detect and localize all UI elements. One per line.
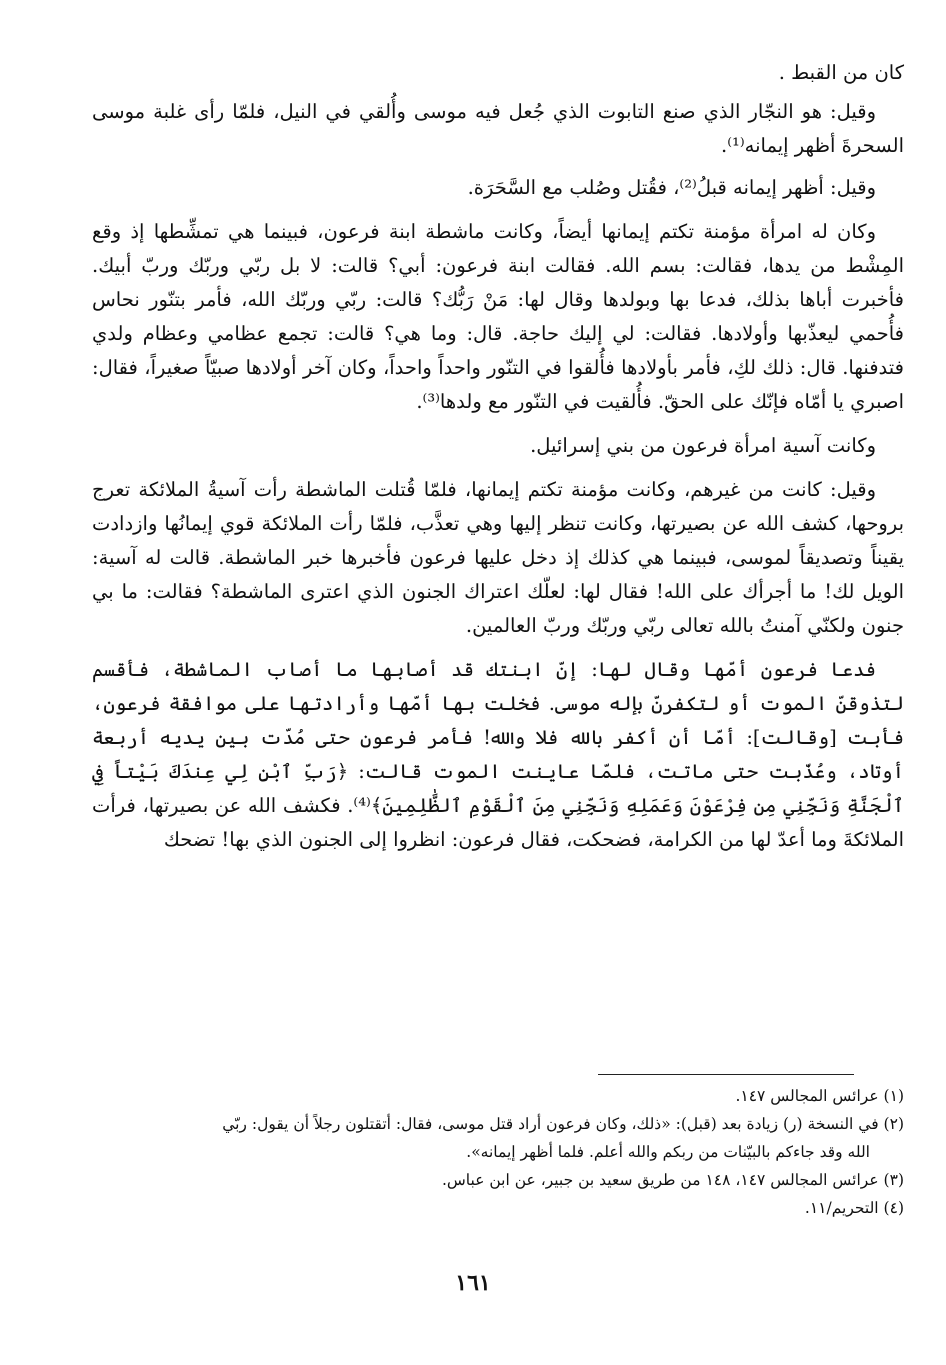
footnote-3 (92, 1166, 904, 1194)
footnote-marker: (١) (883, 1087, 904, 1105)
footnote-2 (92, 1110, 904, 1138)
footnote-text: عرائس المجالس ١٤٧، ١٤٨ من طريق سعيد بن جبير، عن ابن عباس. (441, 1171, 879, 1189)
footnote-text: عرائس المجالس ١٤٧. (735, 1087, 879, 1105)
paragraph-5: وكانت آسية امرأة فرعون من بني إسرائيل. (530, 434, 876, 457)
paragraph-3: وقيل: أظهر إيمانه قبلُ⁽²⁾، فقُتل وصُلب مع السَّحَرَة. (467, 176, 876, 199)
paragraph-4: وكان له امرأة مؤمنة تكتم إيمانها أيضاً، وكانت ماشطة ابنة فرعون، فبينما هي تمشِّطها إذ وقع المِشْط من يدها، فقالت: بسم الله. فقالت ابنة فرعون: أبي؟ قالت: لا بل ربّي وربّك وربّ أبيك. فأخبرت أباها بذلك، فدعا بها وبولدها وقال لها: مَنْ رَبُّك؟ قالت: ربّي وربّك الله، فأمر بتنّور نحاس فأُحمي ليعذّبها وأولادها. فقالت: لي إليك حاجة. قال: وما هي؟ قالت: تجمع عظامي وعظام ولدي فتدفنها. قال: ذلك لكِ، فأمر بأولادها فأُلقوا في التنّور واحداً واحداً، وكان آخر أولادها صبيّاً صغيراً، فقال: اصبري يا أمّاه فإنّك على الحقّ. فأُلقيت في التنّور مع ولدها⁽³⁾. (92, 220, 904, 413)
footnote-text: التحريم/١١. (804, 1199, 879, 1217)
footnote-text: في النسخة (ر) زيادة بعد (قبل): «ذلك، وكان فرعون أراد قتل موسى، فقال: أتقتلون رجلاً أن يقول: ربّي (222, 1115, 879, 1133)
footnotes (92, 1082, 904, 1222)
footnote-1 (92, 1082, 904, 1110)
footnote-marker: (٢) (883, 1115, 904, 1133)
main-text (92, 56, 904, 857)
footnote-marker: (٣) (883, 1171, 904, 1189)
paragraph-2: وقيل: هو النجّار الذي صنع التابوت الذي جُعل فيه موسى وأُلقي في النيل، فلمّا رأى غلبة موسى السحرةَ أظهر إيمانه⁽¹⁾. (92, 100, 904, 157)
footnote-4 (92, 1194, 904, 1222)
footnote-divider (598, 1074, 854, 1075)
paragraph-6: وقيل: كانت من غيرهم، وكانت مؤمنة تكتم إيمانها، فلمّا قُتلت الماشطة رأت آسيةُ الملائكة تعرج بروحها، كشف الله عن بصيرتها، وكانت تنظر إليها وهي تعذَّب، فلمّا رأت الملائكة قوي إيمانُها وازدادت يقيناً وتصديقاً لموسى، فبينما هي كذلك إذ دخل عليها فرعون فأخبرها خبر الماشطة. قالت له آسية: الويل لك! ما أجرأك على الله! فقال لها: لعلّك اعتراك الجنون الذي اعترى الماشطة؟ فقالت: ما بي جنون ولكنّي آمنتُ بالله تعالى ربّي وربّك وربّ العالمين. (92, 478, 904, 637)
paragraph-7: فدعا فرعون أمّها وقال لها: إنّ ابنتك قد أصابها ما أصاب الماشطة، فأقسم لتذوقنّ الموت أو لتكفرنّ بإله موسى. فخلت بها أمّها وأرادتها على موافقة فرعون، فأبت [وقالت]: أمّا أن أكفر بالله فلا والله! فأمر فرعون حتى مُدّت بين يديه أربعة أوتاد، وعُذّبت حتى ماتت، فلمّا عاينت الموت قالت: ﴿رَبِّ ٱبْنِ لِي عِندَكَ بَيْتاً فِي ٱلْجَنَّةِ وَنَجِّنِي مِن فِرْعَوْنَ وَعَمَلِهِ وَنَجِّنِي مِنَ ٱلْقَوْمِ ٱلظَّٰلِمِينَ﴾⁽⁴⁾. فكشف الله عن بصيرتها، فرأت الملائكةَ وما أعدّ لها من الكرامة، فضحكت، فقال فرعون: انظروا إلى الجنون الذي بها! تضحك (92, 658, 904, 851)
footnote-marker: (٤) (883, 1199, 904, 1217)
page-number: ١٦١ (455, 1270, 491, 1296)
paragraph-1: كان من القبط . (778, 61, 904, 84)
footnote-2-continuation: الله وقد جاءكم بالبيّنات من ربكم والله أعلم. فلما أظهر إيمانه». (466, 1143, 870, 1161)
